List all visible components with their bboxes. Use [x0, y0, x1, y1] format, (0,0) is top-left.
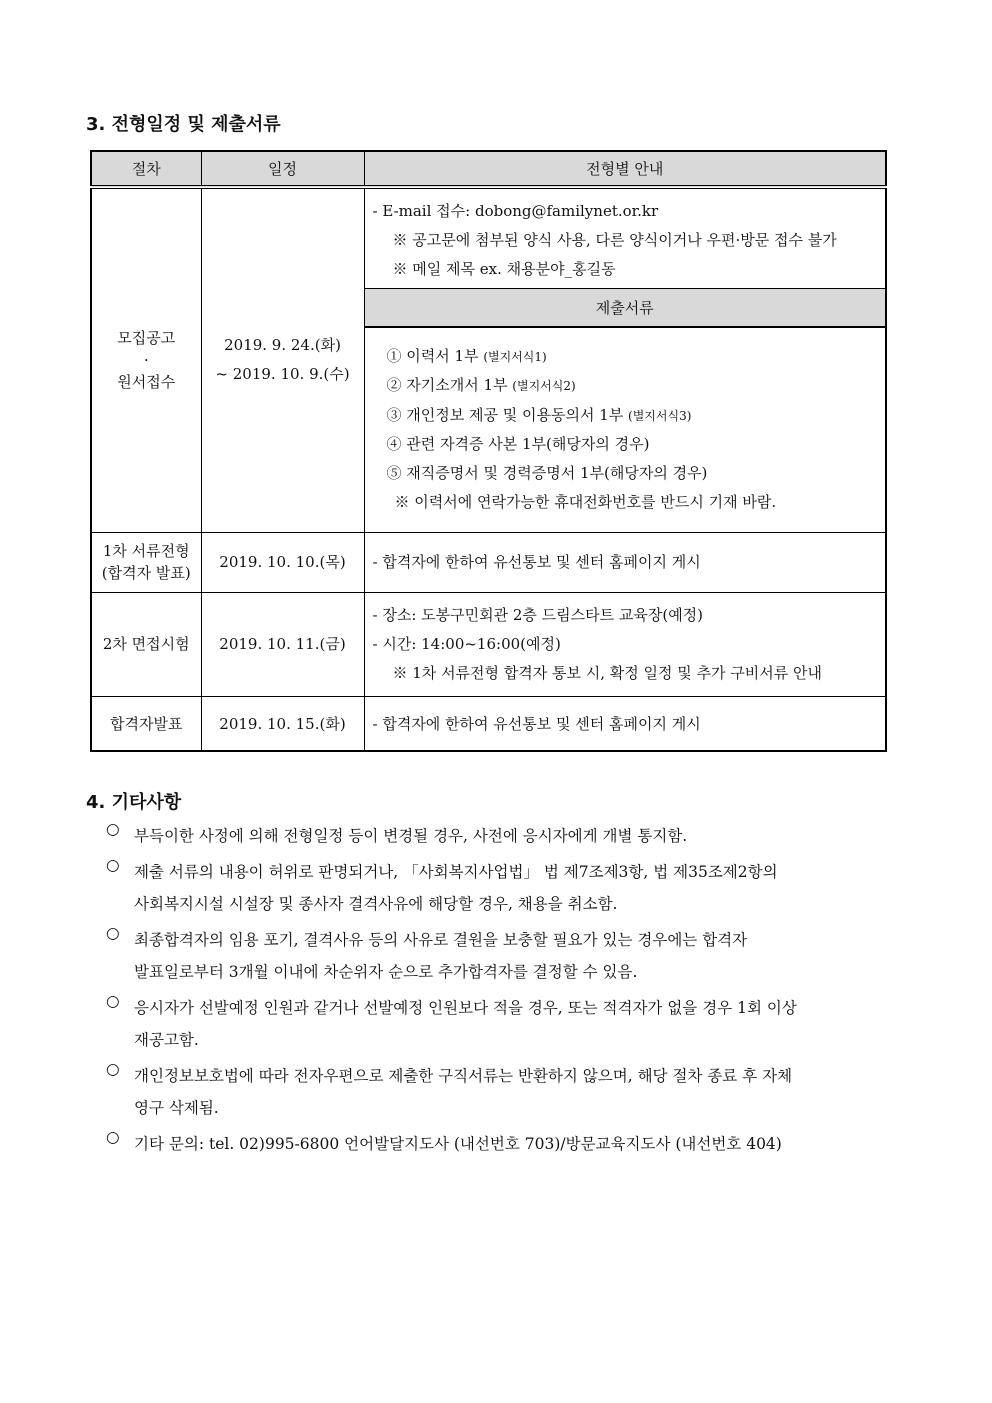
doc-item: ① 이력서 1부 (별지서식1)	[386, 347, 547, 365]
row3-date: 2019. 10. 11.(금)	[201, 592, 364, 696]
row4-date: 2019. 10. 15.(화)	[201, 696, 364, 751]
circle-bullet-icon: ○	[106, 1128, 120, 1146]
section-4-title: 4. 기타사항	[86, 792, 182, 813]
circle-bullet-icon: ○	[106, 992, 120, 1010]
row1-step-line: 원서접수	[117, 373, 176, 392]
circle-bullet-icon: ○	[106, 820, 120, 838]
doc-item: ④ 관련 자격증 사본 1부(해당자의 경우)	[386, 434, 650, 453]
table-row	[91, 592, 886, 696]
row4-step: 합격자발표	[91, 696, 201, 751]
list-item: ○ 제출 서류의 내용이 허위로 판명되거나, 「사회복지사업법」 법 제7조제3항, 법 제35조제2항의 사회복지시설 시설장 및 종사자 결격사유에 해당할 경우, 채용을 취소함.	[106, 856, 778, 913]
row1-step	[91, 187, 201, 532]
table-row	[91, 187, 886, 289]
list-item: ○ 최종합격자의 임용 포기, 결격사유 등의 사유로 결원을 보충할 필요가 있는 경우에는 합격자 발표일로부터 3개월 이내에 차순위자 순으로 추가합격자를 결정할 수 있음.	[106, 924, 748, 981]
list-item: ○ 부득이한 사정에 의해 전형일정 등이 변경될 경우, 사전에 응시자에게 개별 통지함.	[106, 820, 688, 845]
table-header-row	[91, 151, 886, 187]
email-line: - E-mail 접수: dobong@familynet.or.kr	[372, 202, 659, 220]
row1-date-end: ~ 2019. 10. 9.(수)	[215, 365, 350, 384]
row1-step-line: ·	[143, 351, 149, 370]
table-row	[91, 696, 886, 751]
list-item: ○ 개인정보보호법에 따라 전자우편으로 제출한 구직서류는 반환하지 않으며, 해당 절차 종료 후 자체 영구 삭제됨.	[106, 1060, 793, 1117]
row1-step-line: 모집공고	[117, 329, 176, 348]
row1-guide	[364, 187, 886, 289]
row4-guide: - 합격자에 한하여 유선통보 및 센터 홈페이지 게시	[364, 696, 886, 751]
section-3-title: 3. 전형일정 및 제출서류	[86, 114, 281, 135]
row1-date-start: 2019. 9. 24.(화)	[224, 336, 341, 355]
notes-list	[106, 820, 916, 1164]
row3-guide	[364, 592, 886, 696]
row3-step: 2차 면접시험	[91, 592, 201, 696]
doc-item: ⑤ 재직증명서 및 경력증명서 1부(해당자의 경우)	[386, 464, 708, 483]
doc-item: ③ 개인정보 제공 및 이용동의서 1부 (별지서식3)	[386, 405, 692, 424]
interview-time: - 시간: 14:00~16:00(예정)	[372, 634, 561, 653]
circle-bullet-icon: ○	[106, 856, 120, 874]
header-step: 절차	[91, 151, 201, 187]
list-item: ○ 기타 문의: tel. 02)995-6800 언어발달지도사 (내선번호 703)/방문교육지도사 (내선번호 404)	[106, 1128, 782, 1153]
row2-step	[91, 532, 201, 592]
table-row	[91, 532, 886, 592]
interview-place: - 장소: 도봉구민회관 2층 드림스타트 교육장(예정)	[372, 605, 704, 624]
schedule-table	[90, 150, 887, 752]
list-item: ○ 응시자가 선발예정 인원과 같거나 선발예정 인원보다 적을 경우, 또는 적격자가 없을 경우 1회 이상 재공고함.	[106, 992, 797, 1049]
docs-cell	[364, 327, 886, 532]
row2-guide: - 합격자에 한하여 유선통보 및 센터 홈페이지 게시	[364, 532, 886, 592]
circle-bullet-icon: ○	[106, 924, 120, 942]
interview-note: ※ 1차 서류전형 합격자 통보 시, 확정 일정 및 추가 구비서류 안내	[392, 663, 823, 682]
header-date: 일정	[201, 151, 364, 187]
guide-note: ※ 공고문에 첨부된 양식 사용, 다른 양식이거나 우편·방문 접수 불가	[392, 231, 837, 249]
doc-item: ② 자기소개서 1부 (별지서식2)	[386, 376, 576, 395]
row2-step-line: (합격자 발표)	[101, 564, 191, 583]
row2-date: 2019. 10. 10.(목)	[201, 532, 364, 592]
row1-date	[201, 187, 364, 532]
row2-step-line: 1차 서류전형	[102, 542, 190, 561]
docs-header: 제출서류	[364, 289, 886, 328]
header-guide: 전형별 안내	[364, 151, 886, 187]
docs-remark: ※ 이력서에 연락가능한 휴대전화번호를 반드시 기재 바람.	[394, 493, 777, 512]
guide-note: ※ 메일 제목 ex. 채용분야_홍길동	[392, 260, 616, 278]
circle-bullet-icon: ○	[106, 1060, 120, 1078]
